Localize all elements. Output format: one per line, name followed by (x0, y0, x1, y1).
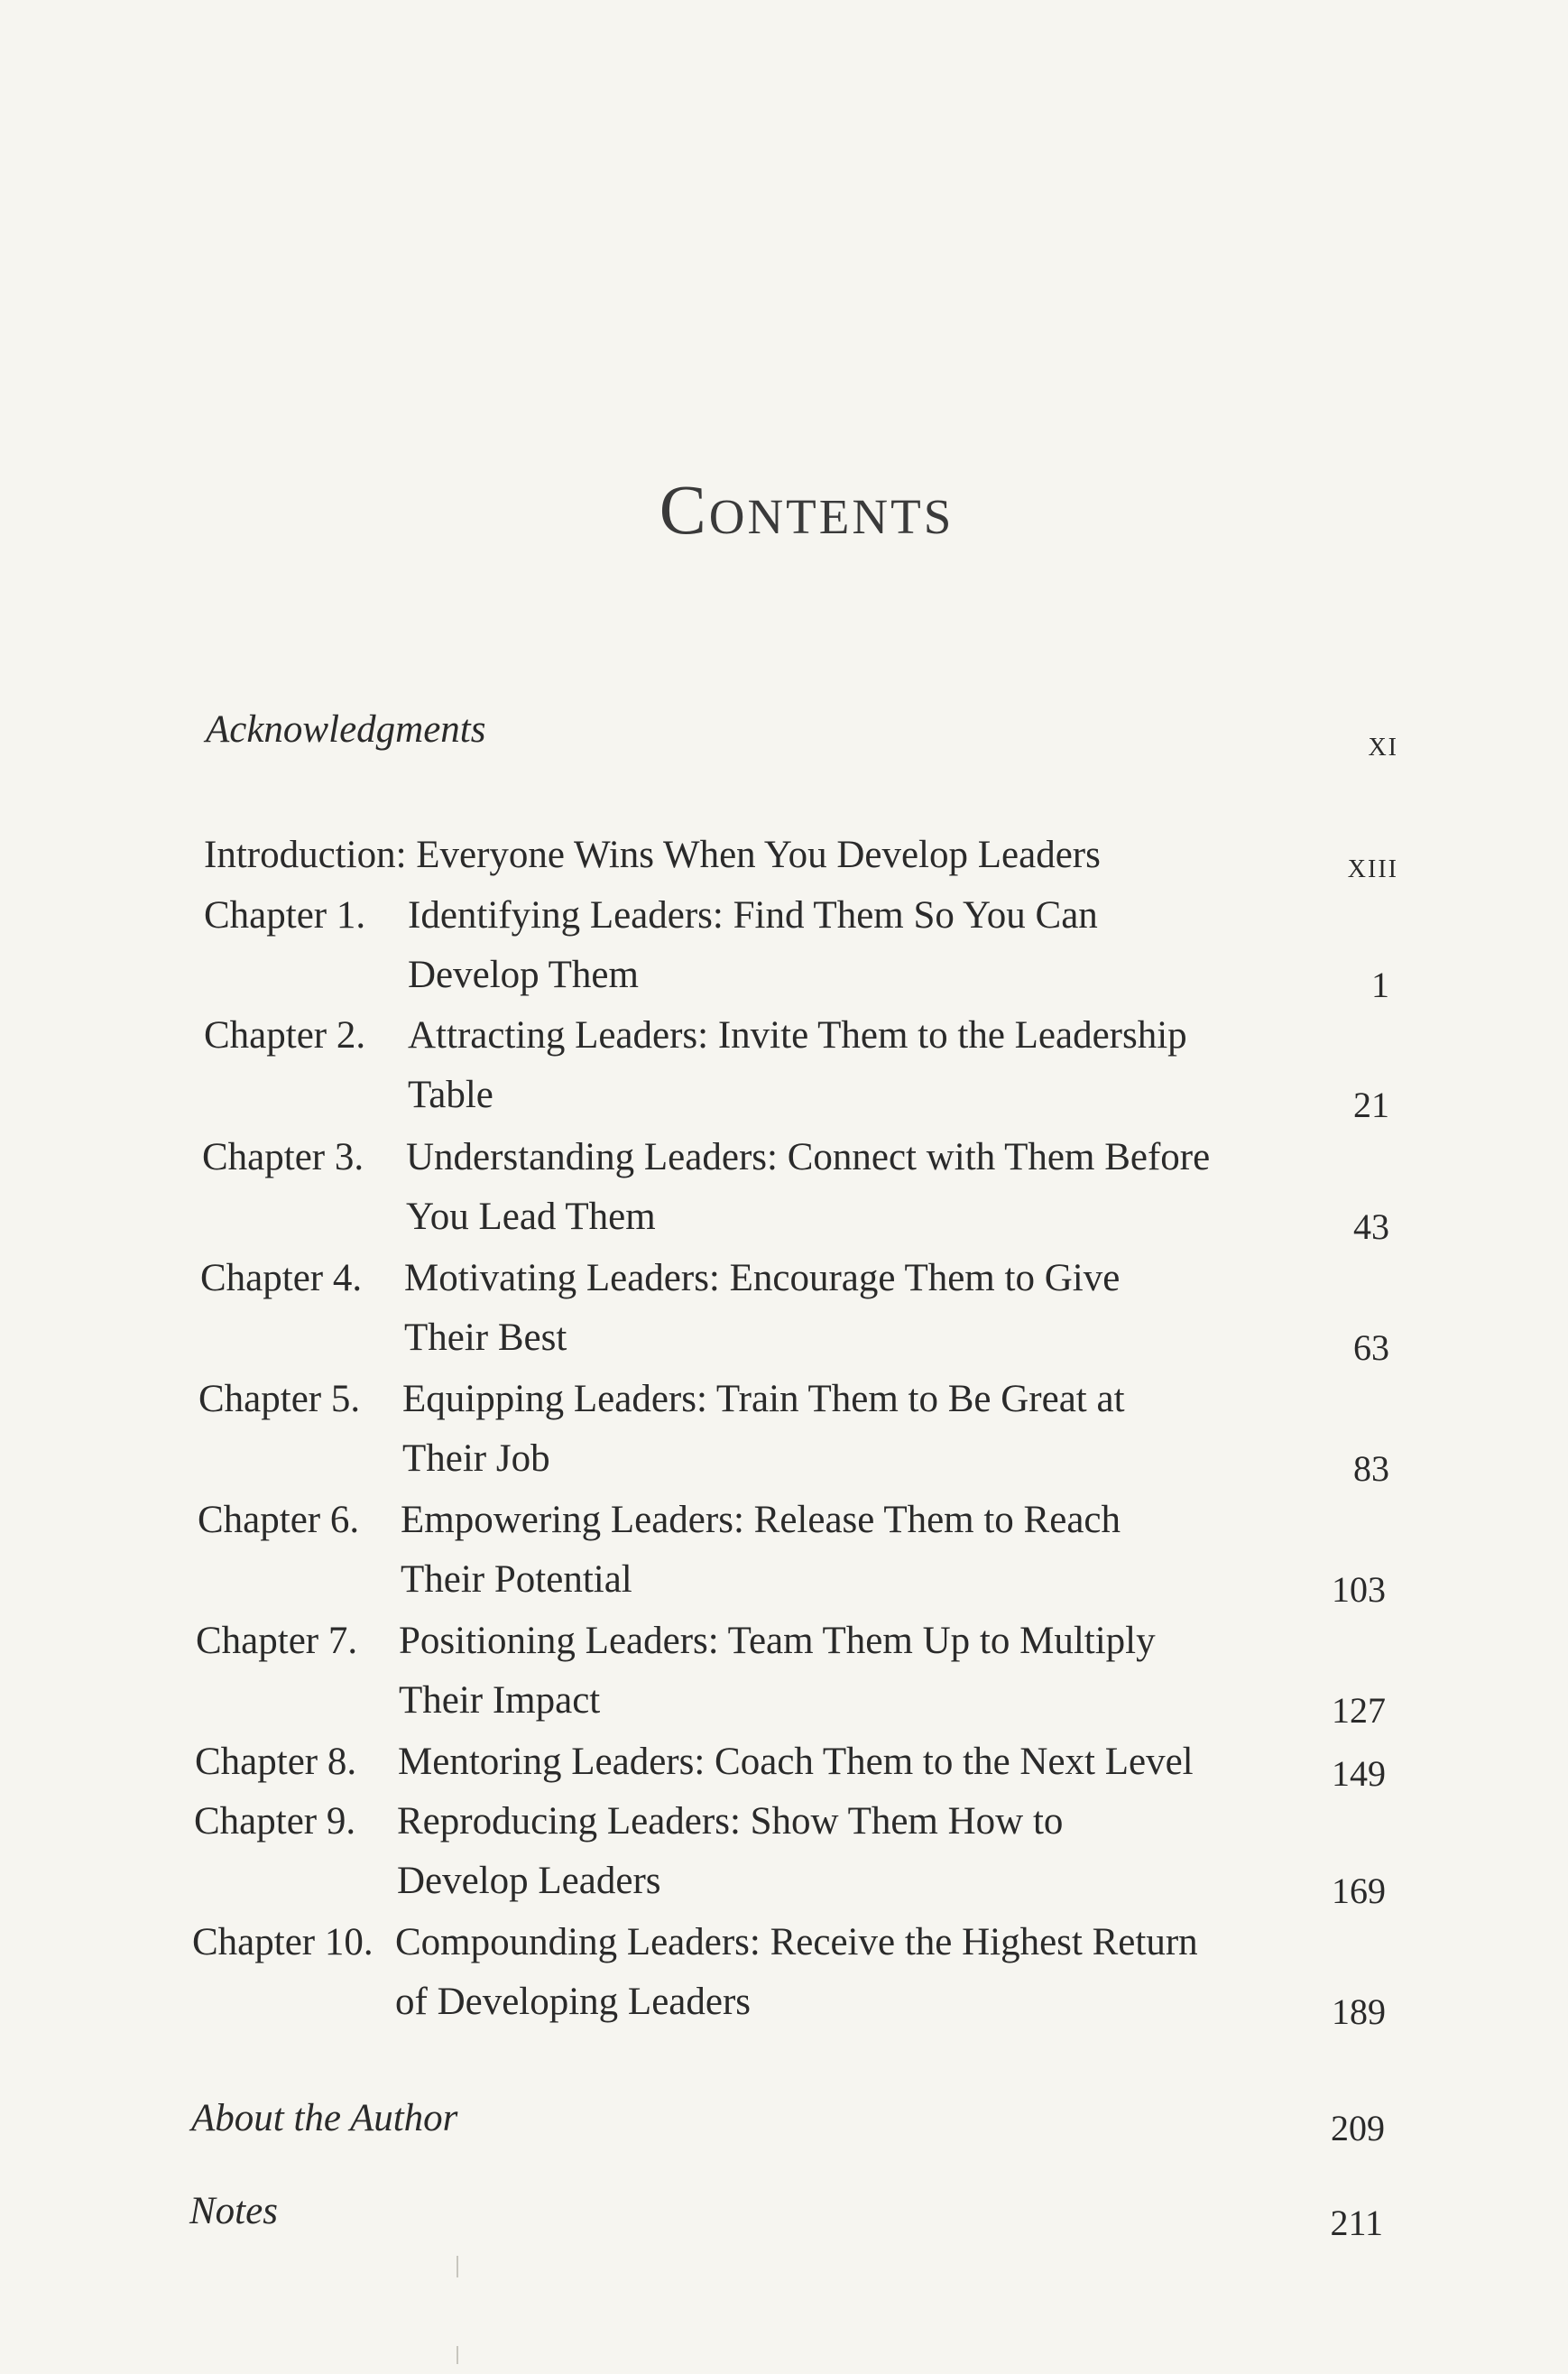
toc-page-number: 149 (1332, 1753, 1386, 1794)
chapter-title-line-2: You Lead Them (406, 1196, 656, 1238)
toc-page-number: 209 (1331, 2108, 1385, 2148)
chapter-title-line-2: of Developing Leaders (395, 1981, 752, 2023)
toc-page-number: 189 (1332, 1991, 1386, 2032)
chapter-title-line-1: Motivating Leaders: Encourage Them to Give (404, 1257, 1121, 1299)
chapter-label: Chapter 2. (204, 1014, 366, 1057)
toc-page-number: 21 (1353, 1085, 1389, 1125)
toc-entry-title: Introduction: Everyone Wins When You Develop Leaders (204, 834, 1101, 876)
chapter-label: Chapter 5. (198, 1378, 361, 1420)
toc-entry-title: About the Author (191, 2097, 458, 2139)
toc-entry-title: Acknowledgments (206, 708, 486, 751)
chapter-label: Chapter 4. (200, 1257, 363, 1299)
toc-page-number: 127 (1332, 1690, 1386, 1731)
scan-mark (457, 2346, 458, 2364)
chapter-title-line-2: Table (408, 1074, 493, 1116)
chapter-title-line-1: Empowering Leaders: Release Them to Reach (401, 1499, 1121, 1541)
toc-page-number: 1 (1371, 965, 1389, 1005)
toc-page-number: 211 (1330, 2203, 1383, 2243)
scan-mark (457, 2256, 458, 2277)
toc-page-number: 43 (1353, 1206, 1389, 1247)
page-title: Contents (659, 470, 955, 549)
chapter-label: Chapter 9. (194, 1800, 356, 1843)
toc-entry-title: Notes (189, 2190, 278, 2232)
chapter-title-line-1: Positioning Leaders: Team Them Up to Multiply (399, 1620, 1156, 1662)
chapter-title-line-1: Identifying Leaders: Find Them So You Can (408, 894, 1098, 937)
chapter-title-line-1: Reproducing Leaders: Show Them How to (397, 1800, 1064, 1843)
chapter-label: Chapter 7. (196, 1620, 358, 1662)
toc-page-number: 83 (1353, 1448, 1389, 1489)
chapter-title-line-2: Their Potential (401, 1558, 632, 1601)
chapter-label: Chapter 8. (195, 1741, 357, 1783)
toc-entry-about-the-author (191, 2089, 457, 2148)
chapter-title-line-1: Attracting Leaders: Invite Them to the Leadership (408, 1014, 1187, 1057)
toc-entry-acknowledgments (206, 700, 485, 760)
toc-entry-notes (189, 2182, 278, 2241)
toc-page-number: 103 (1332, 1569, 1386, 1610)
chapter-title-line-1: Understanding Leaders: Connect with Them Before (406, 1136, 1211, 1178)
chapter-title-line-1: Compounding Leaders: Receive the Highest Return (395, 1921, 1198, 1963)
toc-page-number: 169 (1332, 1871, 1386, 1911)
chapter-label: Chapter 1. (204, 894, 366, 937)
chapter-title-line-2: Develop Leaders (397, 1860, 661, 1902)
chapter-label: Chapter 10. (192, 1921, 374, 1963)
chapter-title-line-2: Their Impact (399, 1679, 601, 1722)
toc-page-number: xiii (1347, 845, 1398, 885)
chapter-title-line-2: Develop Them (408, 954, 639, 996)
chapter-title-line-1: Equipping Leaders: Train Them to Be Great at (402, 1378, 1125, 1420)
chapter-title-line-2: Their Best (404, 1316, 567, 1359)
chapter-label: Chapter 3. (202, 1136, 364, 1178)
toc-entry-introduction (204, 826, 1101, 885)
toc-page-number: xi (1368, 723, 1398, 763)
chapter-title-line-2: Their Job (402, 1437, 550, 1480)
toc-page-number: 63 (1353, 1327, 1389, 1368)
chapter-title-line-1: Mentoring Leaders: Coach Them to the Next Level (398, 1741, 1194, 1783)
chapter-label: Chapter 6. (198, 1499, 360, 1541)
